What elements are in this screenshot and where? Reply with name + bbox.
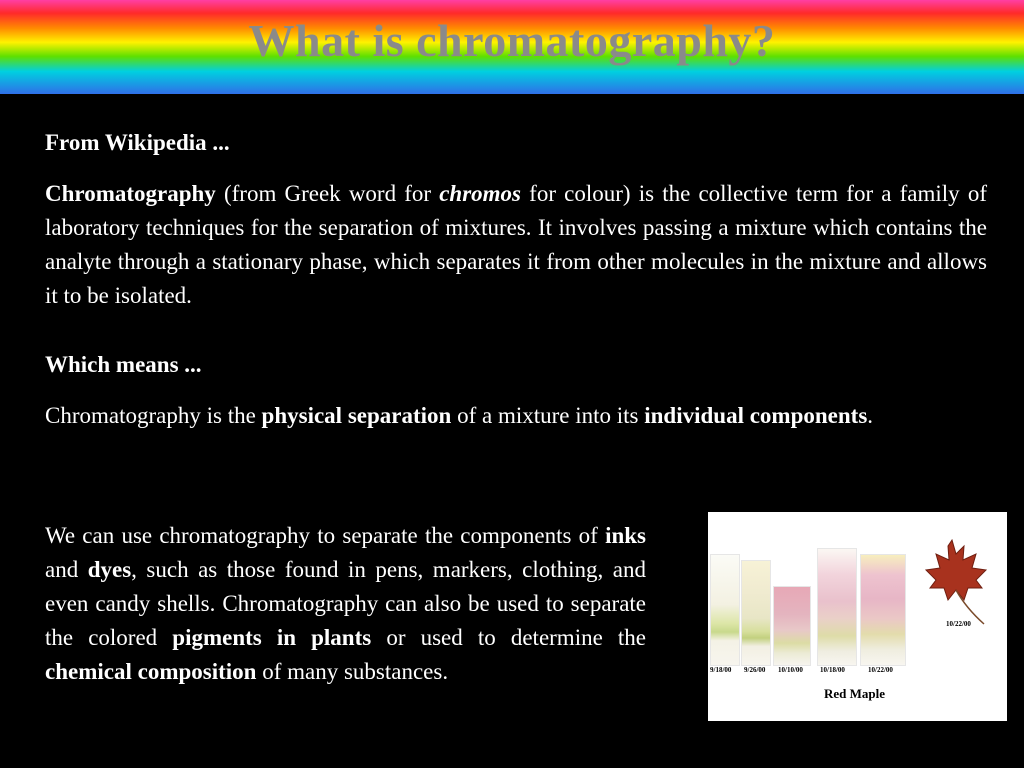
definition-text-1: (from Greek word for [215,181,440,206]
strip-2-date: 9/26/00 [744,666,766,674]
red-maple-chromatogram-photo [708,512,1007,721]
meaning-text-3: . [867,403,874,428]
chromatogram-strip-1 [710,554,740,666]
strip-5-date: 10/22/00 [868,666,893,674]
definition-text-2: for colour) is the collective term for a family of laboratory techniques for the separation of mixtures. It involves passing a mixture which contains the analyte through a stationary phase, which separates it from other molecules in the mixture and allows it to be isolated. [45,181,987,308]
individual-components-bold: individual components [644,403,868,428]
slide-title: What is chromatography? [248,15,776,66]
definition-paragraph [45,177,987,313]
meaning-paragraph [45,399,987,433]
uses-text-1: We can use chromatography to separate the components of [45,523,606,548]
uses-text-3: , such as those found in pens, markers, clothing, and even candy shells. Chromatography can also be used to separate the colored [45,557,646,650]
pigments-in-plants-bold: pigments in plants [172,625,372,650]
chromatogram-strip-4 [817,548,857,666]
which-means-heading: Which means ... [45,352,202,377]
from-wikipedia-heading: From Wikipedia ... [45,130,230,155]
strip-4-date: 10/18/00 [820,666,845,674]
meaning-text-2: of a mixture into its [451,403,645,428]
inks-bold: inks [605,523,646,548]
dyes-bold: dyes [87,557,132,582]
chromatogram-strip-2 [741,560,771,666]
meaning-text-1: Chromatography is the [45,403,262,428]
uses-text-2: and [45,557,88,582]
uses-paragraph [45,519,646,689]
chemical-composition-bold: chemical composition [45,659,257,684]
chromatogram-strip-3 [773,586,811,666]
uses-text-4: or used to determine the [371,625,647,650]
strip-1-date: 9/18/00 [710,666,732,674]
chromatogram-strip-5 [860,554,906,666]
term-chromatography: Chromatography [45,181,216,206]
physical-separation-bold: physical separation [261,403,452,428]
red-maple-leaf-icon [916,538,996,628]
term-chromos: chromos [439,181,522,206]
strip-3-date: 10/10/00 [778,666,803,674]
figure-caption: Red Maple [824,686,886,701]
uses-text-5: of many substances. [256,659,449,684]
leaf-date: 10/22/00 [946,620,971,628]
